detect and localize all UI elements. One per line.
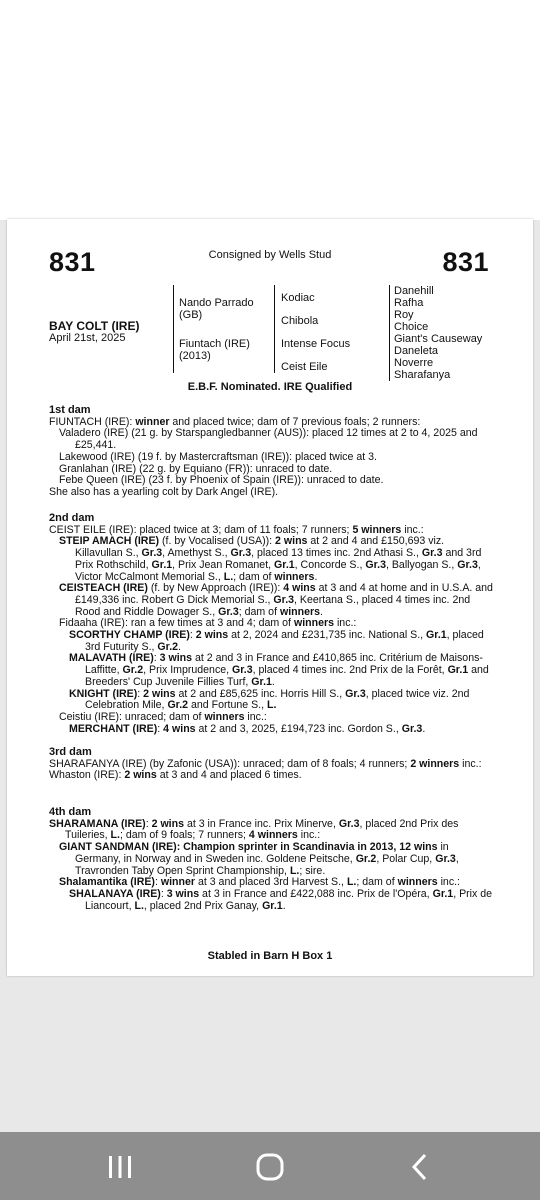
produce-entry: Whaston (IRE): 2 wins at 3 and 4 and placed 6 times. [49,769,302,782]
pedigree-gen3: Noverre [394,357,434,369]
produce-entry: Ceistiu (IRE): unraced; dam of winners inc.: [59,710,267,723]
recent-apps-icon[interactable] [103,1150,137,1184]
lot-number-right: 831 [442,247,489,277]
produce-entry: STEIP AMACH (IRE) (f. by Vocalised (USA)): 2 wins at 2 and 4 and £150,693 viz. Killavullan S., Gr.3, Amethyst S., Gr.3, placed 13 times inc. 2nd Athasi S., Gr.3 and 3rd Prix Rothschild, Gr.1, Prix Jean Romanet, Gr.1, Concorde S., Gr.3, Ballyogan S., Gr.3, Victor McCalmont Memorial S., L.; dam of winners. [59,535,482,583]
pedigree-gen3: Daneleta [394,345,439,357]
section-heading: 3rd dam [49,746,92,758]
back-icon[interactable] [404,1150,438,1184]
dam-paragraph: CEIST EILE (IRE): placed twice at 3; dam of 11 foals; 7 runners; 5 winners inc.: [49,523,424,536]
stabling-info: Stabled in Barn H Box 1 [207,950,333,962]
foaling-date: April 21st, 2025 [49,332,126,344]
section-heading: 1st dam [49,404,91,416]
top-blank-area [0,0,540,220]
navigation-bar [0,1132,540,1200]
produce-entry: KNIGHT (IRE): 2 wins at 2 and £85,625 inc. Horris Hill S., Gr.3, placed twice viz. 2nd Celebration Mile, Gr.2 and Fortune S., L. [69,687,470,712]
produce-entry: Febe Queen (IRE) (23 f. by Phoenix of Spain (IRE)): unraced to date. [59,474,384,487]
pedigree-line [274,285,275,373]
home-icon[interactable] [253,1150,287,1184]
produce-entry: CEISTEACH (IRE) (f. by New Approach (IRE)): 4 wins at 3 and 4 at home and in U.S.A. and £149,336 inc. Robert G Dick Memorial S., Gr.3, Keertana S., placed 4 times inc. 2nd Rood and Riddle Dowager S., Gr.3; dam of winners. [59,582,493,618]
section-heading: 2nd dam [49,512,95,524]
pedigree-gen3: Sharafanya [394,369,451,381]
pedigree-dam: Fiuntach (IRE) (2013) [179,338,250,362]
pedigree-sire: Nando Parrado (GB) [179,297,254,321]
pedigree-gen3: Roy [394,309,414,321]
pedigree-gen2: Chibola [281,315,319,327]
pedigree-gen2: Kodiac [281,292,315,304]
qualifications: E.B.F. Nominated. IRE Qualified [187,381,353,393]
second-dam-section [49,513,493,735]
horse-name: BAY COLT (IRE) [49,319,140,333]
pedigree-gen3: Danehill [394,285,434,297]
section-heading: 4th dam [49,806,92,818]
consignor: Consigned by Wells Stud [208,249,332,261]
produce-entry: Lakewood (IRE) (19 f. by Mastercraftsman (IRE)): placed twice at 3. [59,450,377,463]
first-dam-section [49,405,493,499]
produce-entry: Valadero (IRE) (21 g. by Starspangledbanner (AUS)): placed 12 times at 2 to 4, 2025 and £25,441. [59,427,478,452]
pedigree-line [389,285,390,381]
pedigree-gen2: Intense Focus [281,338,351,350]
lot-number-left: 831 [49,247,96,277]
produce-note: She also has a yearling colt by Dark Angel (IRE). [49,485,279,498]
pedigree-gen3: Rafha [394,297,424,309]
third-dam-section [49,747,493,782]
produce-entry: SCORTHY CHAMP (IRE): 2 wins at 2, 2024 and £231,735 inc. National S., Gr.1, placed 3rd Futurity S., Gr.2. [69,629,484,653]
produce-entry: Granlahan (IRE) (22 g. by Equiano (FR)): unraced to date. [59,462,333,475]
produce-entry: Shalamantika (IRE): winner at 3 and placed 3rd Harvest S., L.; dam of winners inc.: [59,876,460,889]
pedigree-gen3: Choice [394,321,429,333]
dam-paragraph: SHARAMANA (IRE): 2 wins at 3 in France inc. Prix Minerve, Gr.3, placed 2nd Prix des Tuileries, L.; dam of 9 foals; 7 runners; 4 winners inc.: [49,817,459,842]
produce-entry: SHALANAYA (IRE): 3 wins at 3 in France and £422,088 inc. Prix de l'Opéra, Gr.1, Prix de Liancourt, L., placed 2nd Prix Ganay, Gr.1. [69,887,493,912]
dam-paragraph: SHARAFANYA (IRE) (by Zafonic (USA)): unraced; dam of 8 foals; 4 runners; 2 winners inc.: [49,757,482,770]
produce-entry: MERCHANT (IRE): 4 wins at 2 and 3, 2025, £194,723 inc. Gordon S., Gr.3. [69,722,426,735]
produce-entry: GIANT SANDMAN (IRE): Champion sprinter in Scandinavia in 2013, 12 wins in Germany, in Norway and in Sweden inc. Goldene Peitsche, Gr.2, Polar Cup, Gr.3, Travronden Taby Open Sprint Championship, L.; sire. [59,841,459,877]
fourth-dam-section [49,807,493,912]
pedigree-gen3: Giant's Causeway [394,333,483,345]
produce-entry: MALAVATH (IRE): 3 wins at 2 and 3 in France and £410,865 inc. Critérium de Maisons-Laffitte, Gr.2, Prix Imprudence, Gr.3, placed 4 times inc. 2nd Prix de la Forêt, Gr.1 and Breeders' Cup Juvenile Fillies Turf, Gr.1. [69,652,489,688]
produce-entry: Fidaaha (IRE): ran a few times at 3 and 4; dam of winners inc.: [59,617,357,630]
pedigree-gen2: Ceist Eile [281,361,328,373]
pedigree-line [173,285,174,373]
dam-paragraph: FIUNTACH (IRE): winner and placed twice; dam of 7 previous foals; 2 runners: [49,415,421,428]
catalogue-page [7,219,533,976]
